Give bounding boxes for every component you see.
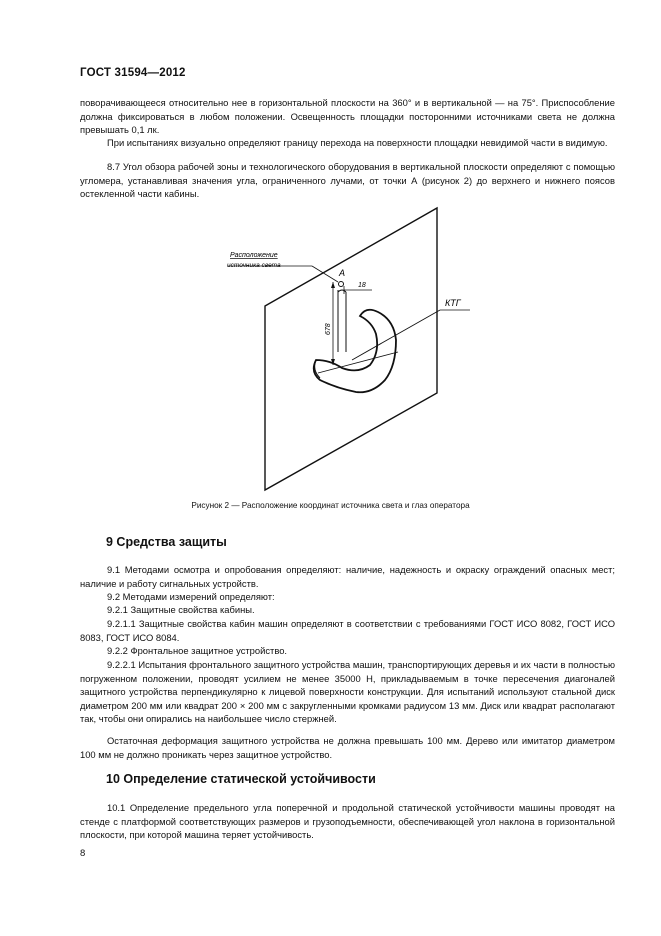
paragraph-9-1: 9.1 Методами осмотра и опробования определяют: наличие, надежность и окраску ограждений опасных мест; наличие и работу сигнальных устройств. [80, 564, 615, 589]
height-arrow-top [331, 282, 335, 288]
paragraph-continuation: поворачивающееся относительно нее в горизонтальной плоскости на 360° и в вертикальной — на 75°. Приспособление должна фиксироваться в любом положении. Освещенность площадки посторонними источниками света не должна превышать 0,1 лк. [80, 97, 615, 135]
label-light-line1: Расположение [230, 252, 278, 259]
light-label-leader [312, 266, 338, 282]
paragraph-10-1: 10.1 Определение предельного угла поперечной и продольной статической устойчивости машины проводят на стенде с платформой соответствующих размеров и грузоподъемности, обеспечивающей угол наклона в горизонтальной плоскости, при которой машина теряет устойчивость. [80, 802, 615, 840]
paragraph-9-2: 9.2 Методами измерений определяют: [107, 591, 275, 602]
section-10-heading: 10 Определение статической устойчивости [106, 772, 376, 786]
paragraph-9-2-1: 9.2.1 Защитные свойства кабины. [107, 604, 255, 615]
paragraph-deformation: Остаточная деформация защитного устройства не должна превышать 100 мм. Дерево или имитатор диаметром 100 мм не должно проникать через защитное устройство. [80, 735, 615, 760]
figure-caption: Рисунок 2 — Расположение координат источника света и глаз оператора [191, 501, 470, 510]
label-ktg: КТГ [445, 298, 461, 308]
label-offset: 18 [358, 282, 366, 289]
paragraph-8-7: 8.7 Угол обзора рабочей зоны и технологического оборудования в вертикальной плоскости определяют с помощью угломера, устанавливая значения угла, ограниченного лучами, от точки А (рисунок 2) до верхнего и нижнего поясов остекленной части кабины. [80, 161, 615, 199]
page-number: 8 [80, 848, 86, 859]
document-header: ГОСТ 31594—2012 [80, 67, 186, 79]
paragraph-visual-test: При испытаниях визуально определяют границу перехода на поверхности площадки невидимой части в видимую. [107, 137, 608, 148]
paragraph-9-2-2-1: 9.2.2.1 Испытания фронтального защитного устройства машин, транспортирующих деревья и их части в полностью погруженном положении, проводят усилием не менее 35000 Н, прикладываемым в точке пересечения диагоналей защитного устройства перпендикулярно к лицевой поверхности конструкции. Для испытаний используют стальной диск диаметром 200 мм или квадрат 200 × 200 мм с закругленными кромками радиусом 13 мм. Диск или квадрат располагают так, чтобы они опирались на наибольшее число стержней. [80, 659, 615, 724]
label-point-a: А [339, 268, 346, 278]
vertical-plane [265, 208, 437, 490]
paragraph-9-2-2: 9.2.2 Фронтальное защитное устройство. [107, 645, 288, 656]
section-9-heading: 9 Средства защиты [106, 535, 227, 549]
label-height: 678 [325, 323, 332, 335]
label-light-line2: источника света [227, 262, 281, 269]
point-a-marker [339, 282, 344, 287]
operator-seat [314, 310, 396, 393]
seat-post [338, 290, 346, 352]
paragraph-9-2-1-1: 9.2.1.1 Защитные свойства кабин машин определяют в соответствии с требованиями ГОСТ ИСО 8082, ГОСТ ИСО 8083, ГОСТ ИСО 8084. [80, 618, 615, 643]
